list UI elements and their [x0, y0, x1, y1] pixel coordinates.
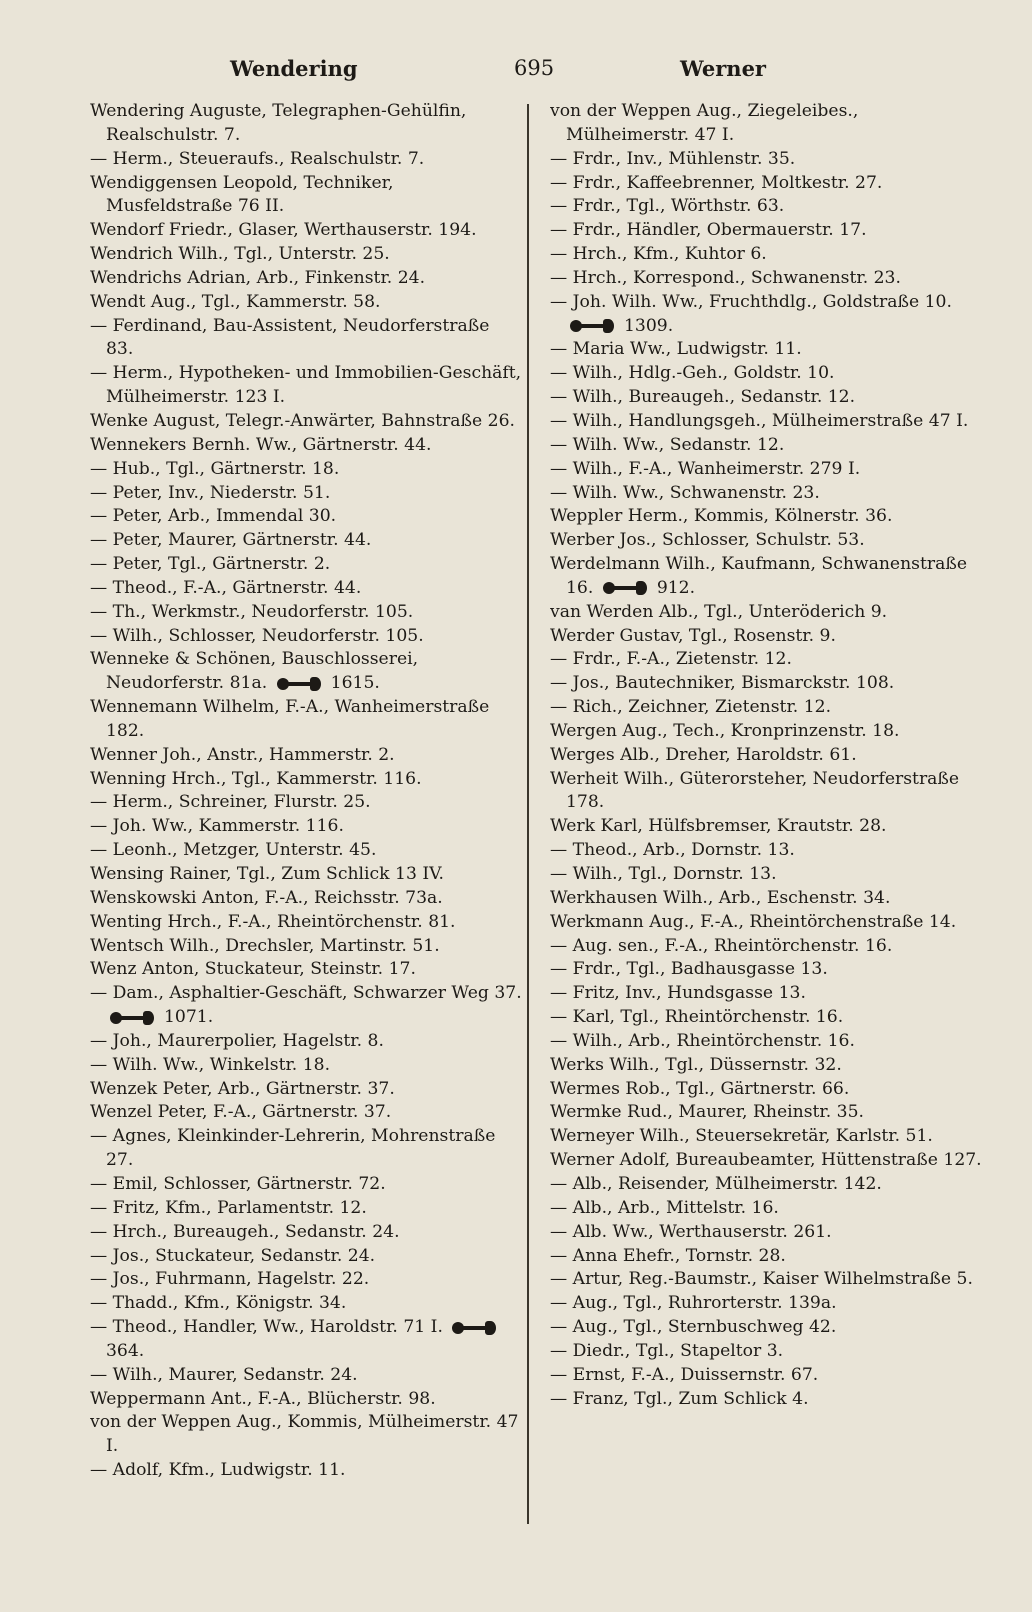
entry-text: — Wilh., Schlosser, Neudorferstr. 105.: [90, 625, 424, 646]
directory-entry: [550, 720, 982, 744]
entry-text: Wenz Anton, Stuckateur, Steinstr. 17.: [90, 959, 416, 980]
entry-text: — Alb., Reisender, Mülheimerstr. 142.: [550, 1173, 882, 1194]
directory-entry: [90, 291, 522, 315]
entry-text: — Peter, Maurer, Gärtnerstr. 44.: [90, 530, 372, 551]
entry-text: — Karl, Tgl., Rheintörchenstr. 16.: [550, 1007, 844, 1028]
directory-entry: [550, 887, 982, 911]
directory-entry: [90, 791, 522, 815]
directory-entry: [550, 362, 982, 386]
entry-text: Werner Adolf, Bureaubeamter, Hüttenstraße 127.: [550, 1150, 982, 1171]
entry-text: Wendorf Friedr., Glaser, Werthauserstr. 194.: [90, 220, 477, 241]
entry-text: — Leonh., Metzger, Unterstr. 45.: [90, 840, 377, 861]
page-header: [90, 56, 992, 90]
entry-text: — Frdr., Tgl., Wörthstr. 63.: [550, 196, 785, 217]
directory-entry: [550, 482, 982, 506]
directory-entry: [550, 267, 982, 291]
directory-entry: [90, 1316, 522, 1364]
entry-text: — Alb. Ww., Werthauserstr. 261.: [550, 1221, 832, 1242]
entry-text: — Emil, Schlosser, Gärtnerstr. 72.: [90, 1173, 386, 1194]
entry-text: Wenner Joh., Anstr., Hammerstr. 2.: [90, 744, 395, 765]
entry-text: Weppermann Ant., F.-A., Blücherstr. 98.: [90, 1388, 436, 1409]
directory-entry: [550, 291, 982, 339]
left-column: [90, 100, 522, 1483]
entry-text: — Jos., Stuckateur, Sedanstr. 24.: [90, 1245, 376, 1266]
entry-text: Wergen Aug., Tech., Kronprinzenstr. 18.: [550, 720, 900, 741]
directory-entry: [90, 1364, 522, 1388]
entry-text: Werks Wilh., Tgl., Düssernstr. 32.: [550, 1054, 842, 1075]
entry-text: — Ernst, F.-A., Duissernstr. 67.: [550, 1364, 819, 1385]
directory-entry: [550, 386, 982, 410]
entry-text: — Hub., Tgl., Gärtnerstr. 18.: [90, 458, 340, 479]
directory-entry: [90, 553, 522, 577]
entry-text: — Wilh., Tgl., Dornstr. 13.: [550, 864, 777, 884]
entry-text: — Aug., Tgl., Ruhrorterstr. 139a.: [550, 1293, 837, 1314]
directory-entry: [90, 601, 522, 625]
directory-entry: [90, 696, 522, 744]
entry-text: — Frdr., F.-A., Zietenstr. 12.: [550, 649, 792, 670]
directory-entry: [550, 1221, 982, 1245]
entry-text: Wendering Auguste, Telegraphen-Gehülfin, Realschulstr. 7.: [90, 101, 467, 145]
directory-entry: [550, 863, 982, 887]
directory-entry: [550, 1125, 982, 1149]
directory-entry: [90, 219, 522, 243]
entry-text: — Peter, Tgl., Gärtnerstr. 2.: [90, 554, 331, 575]
entry-text: — Frdr., Inv., Mühlenstr. 35.: [550, 148, 796, 169]
directory-entry: [90, 887, 522, 911]
directory-entry: [90, 315, 522, 363]
directory-entry: [90, 768, 522, 792]
directory-entry: [550, 958, 982, 982]
page-number: 695: [514, 56, 555, 80]
entry-text: — Theod., F.-A., Gärtnerstr. 44.: [90, 577, 362, 598]
directory-entry: [90, 1173, 522, 1197]
directory-entry: [550, 768, 982, 816]
directory-entry: [550, 505, 982, 529]
directory-entry: [550, 148, 982, 172]
entry-text: — Alb., Arb., Mittelstr. 16.: [550, 1197, 779, 1218]
entry-text: — Joh. Wilh. Ww., Fruchthdlg., Goldstraße 10.: [550, 291, 952, 312]
directory-entry: [550, 1364, 982, 1388]
directory-entry: [90, 434, 522, 458]
telephone-icon: [452, 1321, 498, 1335]
directory-entry: [90, 1197, 522, 1221]
entry-text: — Aug., Tgl., Sternbuschweg 42.: [550, 1317, 837, 1338]
entry-text: Wendrichs Adrian, Arb., Finkenstr. 24.: [90, 267, 426, 288]
entry-text: — Peter, Arb., Immendal 30.: [90, 506, 337, 527]
directory-entry: [90, 982, 522, 1030]
entry-text: — Wilh., Bureaugeh., Sedanstr. 12.: [550, 387, 856, 408]
entry-text: — Wilh., Maurer, Sedanstr. 24.: [90, 1364, 358, 1385]
directory-entry: [550, 1006, 982, 1030]
directory-entry: [90, 958, 522, 982]
header-right-keyword: Werner: [680, 56, 766, 81]
entry-text: Wenting Hrch., F.-A., Rheintörchenstr. 81.: [90, 911, 456, 932]
entry-text: Wensing Rainer, Tgl., Zum Schlick 13 IV.: [90, 864, 445, 884]
entry-text: Wermes Rob., Tgl., Gärtnerstr. 66.: [550, 1078, 850, 1099]
directory-entry: [90, 839, 522, 863]
directory-entry: [550, 815, 982, 839]
phone-number: 1309.: [624, 315, 674, 336]
column-divider: [527, 104, 529, 1524]
header-left-keyword: Wendering: [230, 56, 358, 81]
entry-text: — Jos., Bautechniker, Bismarckstr. 108.: [550, 673, 895, 694]
entry-text: — Artur, Reg.-Baumstr., Kaiser Wilhelmstraße 5.: [550, 1269, 973, 1290]
entry-text: — Aug. sen., F.-A., Rheintörchenstr. 16.: [550, 935, 893, 956]
entry-text: — Maria Ww., Ludwigstr. 11.: [550, 339, 802, 360]
directory-entry: [550, 1197, 982, 1221]
entry-text: — Th., Werkmstr., Neudorferstr. 105.: [90, 601, 414, 622]
entry-text: — Adolf, Kfm., Ludwigstr. 11.: [90, 1460, 346, 1481]
directory-entry: [550, 1316, 982, 1340]
directory-entry: [550, 1268, 982, 1292]
directory-entry: [90, 1054, 522, 1078]
directory-entry: [90, 648, 522, 696]
entry-text: — Herm., Hypotheken- und Immobilien-Geschäft, Mülheimerstr. 123 I.: [90, 363, 522, 408]
entry-text: Werheit Wilh., Güterorsteher, Neudorferstraße 178.: [550, 768, 960, 813]
entry-text: — Thadd., Kfm., Königstr. 34.: [90, 1293, 347, 1314]
entry-text: — Frdr., Kaffeebrenner, Moltkestr. 27.: [550, 172, 883, 193]
directory-entry: [550, 672, 982, 696]
directory-entry: [550, 1173, 982, 1197]
entry-text: Werkhausen Wilh., Arb., Eschenstr. 34.: [550, 887, 891, 908]
directory-entry: [550, 839, 982, 863]
directory-entry: [90, 482, 522, 506]
entry-text: — Ferdinand, Bau-Assistent, Neudorferstraße 83.: [90, 315, 490, 360]
directory-entry: [550, 410, 982, 434]
directory-entry: [90, 1388, 522, 1412]
entry-text: — Herm., Steueraufs., Realschulstr. 7.: [90, 148, 425, 169]
entry-text: — Wilh. Ww., Winkelstr. 18.: [90, 1054, 331, 1075]
directory-entry: [550, 195, 982, 219]
entry-text: Wendrich Wilh., Tgl., Unterstr. 25.: [90, 244, 390, 265]
telephone-icon: [570, 319, 616, 333]
directory-entry: [90, 505, 522, 529]
directory-entry: [90, 911, 522, 935]
entry-text: Werber Jos., Schlosser, Schulstr. 53.: [550, 530, 865, 551]
directory-entry: [550, 911, 982, 935]
directory-entry: [90, 1078, 522, 1102]
directory-entry: [90, 1292, 522, 1316]
entry-text: — Franz, Tgl., Zum Schlick 4.: [550, 1388, 809, 1409]
directory-entry: [90, 863, 522, 887]
entry-text: — Peter, Inv., Niederstr. 51.: [90, 482, 331, 503]
entry-text: — Hrch., Kfm., Kuhtor 6.: [550, 244, 767, 265]
entry-text: — Dam., Asphaltier-Geschäft, Schwarzer Weg 37.: [90, 983, 522, 1004]
right-column: [550, 100, 982, 1411]
entry-text: — Hrch., Korrespond., Schwanenstr. 23.: [550, 267, 901, 288]
entry-text: Wennemann Wilhelm, F.-A., Wanheimerstraße 182.: [90, 697, 490, 741]
directory-entry: [550, 696, 982, 720]
directory-entry: [90, 100, 522, 148]
entry-text: — Frdr., Händler, Obermauerstr. 17.: [550, 220, 867, 241]
entry-text: — Fritz, Inv., Hundsgasse 13.: [550, 983, 806, 1004]
directory-entry: [550, 1078, 982, 1102]
entry-text: Wenzel Peter, F.-A., Gärtnerstr. 37.: [90, 1102, 392, 1123]
entry-text: — Agnes, Kleinkinder-Lehrerin, Mohrenstraße 27.: [90, 1126, 496, 1171]
directory-entry: [550, 553, 982, 601]
entry-text: — Fritz, Kfm., Parlamentstr. 12.: [90, 1197, 367, 1218]
entry-text: — Wilh. Ww., Sedanstr. 12.: [550, 434, 785, 455]
telephone-icon: [603, 581, 649, 595]
directory-entry: [550, 243, 982, 267]
directory-entry: [550, 1030, 982, 1054]
phone-number: 1615.: [330, 673, 380, 694]
directory-entry: [90, 529, 522, 553]
entry-text: Werges Alb., Dreher, Haroldstr. 61.: [550, 744, 857, 765]
entry-text: Wenke August, Telegr.-Anwärter, Bahnstraße 26.: [90, 410, 515, 431]
directory-entry: [550, 529, 982, 553]
directory-entry: [550, 1388, 982, 1412]
entry-text: — Joh., Maurerpolier, Hagelstr. 8.: [90, 1030, 384, 1051]
entry-text: Wendiggensen Leopold, Techniker, Musfeldstraße 76 II.: [90, 172, 394, 217]
entry-text: — Wilh., Handlungsgeh., Mülheimerstraße 47 I.: [550, 410, 969, 431]
directory-entry: [90, 1411, 522, 1459]
phone-number: 1071.: [164, 1007, 214, 1028]
directory-entry: [550, 1101, 982, 1125]
entry-text: Werk Karl, Hülfsbremser, Krautstr. 28.: [550, 816, 887, 837]
entry-text: Wenning Hrch., Tgl., Kammerstr. 116.: [90, 768, 422, 789]
directory-entry: [90, 1221, 522, 1245]
entry-text: — Theod., Handler, Ww., Haroldstr. 71 I.: [90, 1317, 443, 1338]
entry-text: van Werden Alb., Tgl., Unteröderich 9.: [550, 601, 888, 622]
entry-text: Werkmann Aug., F.-A., Rheintörchenstraße 14.: [550, 911, 957, 932]
entry-text: — Joh. Ww., Kammerstr. 116.: [90, 816, 344, 837]
directory-entry: [90, 1268, 522, 1292]
directory-entry: [550, 458, 982, 482]
directory-entry: [550, 1292, 982, 1316]
directory-entry: [550, 172, 982, 196]
entry-text: von der Weppen Aug., Ziegeleibes., Mülheimerstr. 47 I.: [550, 101, 859, 145]
phone-number: 912.: [656, 577, 696, 598]
directory-entry: [550, 100, 982, 148]
entry-text: — Wilh., Arb., Rheintörchenstr. 16.: [550, 1030, 855, 1051]
directory-entry: [550, 1054, 982, 1078]
entry-text: Wendt Aug., Tgl., Kammerstr. 58.: [90, 291, 381, 312]
directory-entry: [550, 648, 982, 672]
directory-entry: [90, 410, 522, 434]
directory-entry: [550, 935, 982, 959]
directory-entry: [550, 434, 982, 458]
directory-entry: [550, 219, 982, 243]
directory-entry: [90, 577, 522, 601]
entry-text: Wermke Rud., Maurer, Rheinstr. 35.: [550, 1102, 865, 1123]
directory-entry: [550, 1245, 982, 1269]
entry-text: — Diedr., Tgl., Stapeltor 3.: [550, 1340, 784, 1361]
entry-text: — Rich., Zeichner, Zietenstr. 12.: [550, 697, 832, 718]
entry-text: — Hrch., Bureaugeh., Sedanstr. 24.: [90, 1221, 400, 1242]
directory-entry: [550, 982, 982, 1006]
entry-text: Werder Gustav, Tgl., Rosenstr. 9.: [550, 625, 836, 646]
directory-entry: [550, 1340, 982, 1364]
directory-entry: [90, 172, 522, 220]
directory-entry: [90, 935, 522, 959]
phone-number: 364.: [106, 1340, 145, 1361]
directory-entry: [90, 815, 522, 839]
directory-entry: [90, 744, 522, 768]
directory-entry: [550, 338, 982, 362]
directory-entry: [90, 625, 522, 649]
entry-text: von der Weppen Aug., Kommis, Mülheimerstr. 47 I.: [90, 1412, 519, 1457]
entry-text: Wenzek Peter, Arb., Gärtnerstr. 37.: [90, 1078, 395, 1099]
entry-text: — Jos., Fuhrmann, Hagelstr. 22.: [90, 1269, 370, 1290]
entry-text: Wentsch Wilh., Drechsler, Martinstr. 51.: [90, 935, 440, 956]
entry-text: — Wilh., Hdlg.-Geh., Goldstr. 10.: [550, 363, 835, 384]
entry-text: Wenskowski Anton, F.-A., Reichsstr. 73a.: [90, 887, 443, 908]
directory-entry: [90, 362, 522, 410]
directory-entry: [550, 744, 982, 768]
entry-text: Werneyer Wilh., Steuersekretär, Karlstr. 51.: [550, 1126, 933, 1147]
directory-entry: [90, 1459, 522, 1483]
entry-text: — Frdr., Tgl., Badhausgasse 13.: [550, 959, 828, 980]
entry-text: — Wilh. Ww., Schwanenstr. 23.: [550, 482, 820, 503]
entry-text: — Wilh., F.-A., Wanheimerstr. 279 I.: [550, 458, 861, 479]
entry-text: Wennekers Bernh. Ww., Gärtnerstr. 44.: [90, 434, 432, 455]
directory-entry: [550, 601, 982, 625]
entry-text: — Herm., Schreiner, Flurstr. 25.: [90, 792, 371, 813]
directory-entry: [550, 1149, 982, 1173]
directory-entry: [90, 1030, 522, 1054]
directory-entry: [90, 458, 522, 482]
directory-entry: [90, 243, 522, 267]
telephone-icon: [277, 677, 323, 691]
entry-text: Weppler Herm., Kommis, Kölnerstr. 36.: [550, 506, 893, 527]
directory-entry: [90, 1125, 522, 1173]
directory-entry: [90, 1101, 522, 1125]
entry-text: Wenneke & Schönen, Bauschlosserei, Neudorferstr. 81a.: [90, 649, 419, 694]
directory-entry: [550, 625, 982, 649]
entry-text: — Anna Ehefr., Tornstr. 28.: [550, 1245, 786, 1266]
entry-text: Werdelmann Wilh., Kaufmann, Schwanenstraße 16.: [550, 554, 967, 598]
entry-text: — Theod., Arb., Dornstr. 13.: [550, 840, 795, 861]
directory-entry: [90, 267, 522, 291]
directory-entry: [90, 1245, 522, 1269]
telephone-icon: [110, 1011, 156, 1025]
directory-entry: [90, 148, 522, 172]
